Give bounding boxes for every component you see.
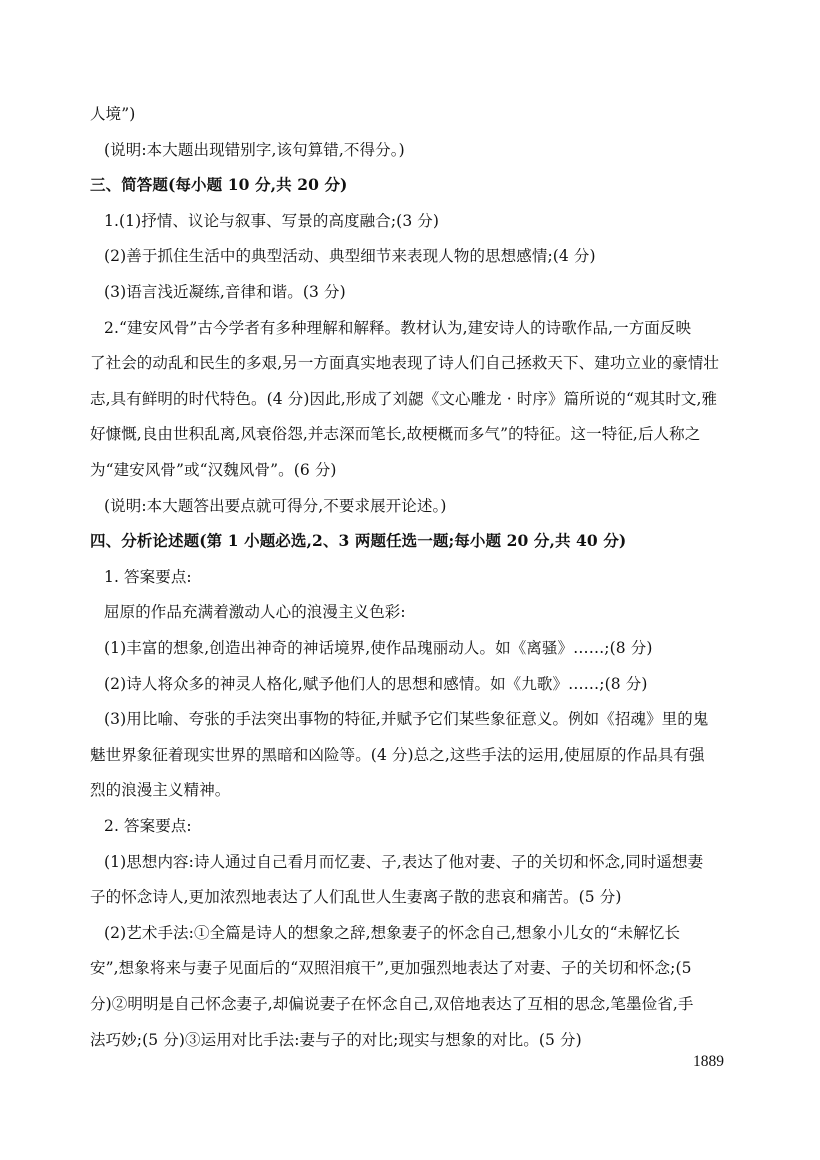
text-line: (2)诗人将众多的神灵人格化,赋予他们人的思想和感情。如《九歌》……;(8 分) <box>104 675 648 693</box>
section-heading: 四、分析论述题(第 1 小题必选,2、3 两题任选一题;每小题 20 分,共 40 分) <box>90 531 627 550</box>
text-line: (1)思想内容:诗人通过自己看月而忆妻、子,表达了他对妻、子的关切和怀念,同时遥想妻 <box>104 853 704 871</box>
note-line: (说明:本大题出现错别字,该句算错,不得分。) <box>104 141 405 159</box>
text-line: 1.(1)抒情、议论与叙事、写景的高度融合;(3 分) <box>104 212 440 230</box>
text-line: (2)艺术手法:①全篇是诗人的想象之辞,想象妻子的怀念自己,想象小儿女的“未解忆长 <box>104 924 681 942</box>
section-heading: 三、简答题(每小题 10 分,共 20 分) <box>90 175 348 194</box>
text-line: 屈原的作品充满着激动人心的浪漫主义色彩: <box>104 603 406 621</box>
text-line: 魅世界象征着现实世界的黑暗和凶险等。(4 分)总之,这些手法的运用,使屈原的作品具有强 <box>90 746 705 764</box>
text-line: 了社会的动乱和民生的多艰,另一方面真实地表现了诗人们自己拯救天下、建功立业的豪情壮 <box>90 354 720 372</box>
text-line: 好慷慨,良由世积乱离,风衰俗怨,并志深而笔长,故梗概而多气”的特征。这一特征,后人称之 <box>90 425 701 443</box>
text-line: 分)②明明是自己怀念妻子,却偏说妻子在怀念自己,双倍地表达了互相的思念,笔墨俭省,手 <box>90 995 694 1013</box>
text-line: (1)丰富的想象,创造出神奇的神话境界,使作品瑰丽动人。如《离骚》……;(8 分) <box>104 639 653 657</box>
text-line: 安”,想象将来与妻子见面后的“双照泪痕干”,更加强烈地表达了对妻、子的关切和怀念;(5 <box>90 959 692 977</box>
text-line: 法巧妙;(5 分)③运用对比手法:妻与子的对比;现实与想象的对比。(5 分) <box>90 1031 582 1049</box>
text-line: 2. 答案要点: <box>104 817 192 835</box>
text-line: (2)善于抓住生活中的典型活动、典型细节来表现人物的思想感情;(4 分) <box>104 247 596 265</box>
text-line: 2.“建安风骨”古今学者有多种理解和解释。教材认为,建安诗人的诗歌作品,一方面反映 <box>104 319 692 337</box>
text-line: 为“建安风骨”或“汉魏风骨”。(6 分) <box>90 461 337 479</box>
text-line: 子的怀念诗人,更加浓烈地表达了人们乱世人生妻离子散的悲哀和痛苦。(5 分) <box>90 888 622 906</box>
text-line: 1. 答案要点: <box>104 568 192 586</box>
text-line: (3)语言浅近凝练,音律和谐。(3 分) <box>104 283 346 301</box>
text-line: 烈的浪漫主义精神。 <box>90 781 231 799</box>
page-number: 1889 <box>693 1053 724 1070</box>
text-line: 志,具有鲜明的时代特色。(4 分)因此,形成了刘勰《文心雕龙 · 时序》篇所说的“观其时文,雅 <box>90 390 718 408</box>
text-line: 人境”) <box>90 105 136 123</box>
text-line: (3)用比喻、夸张的手法突出事物的特征,并赋予它们某些象征意义。例如《招魂》里的鬼 <box>104 710 709 728</box>
note-line: (说明:本大题答出要点就可得分,不要求展开论述。) <box>104 497 447 515</box>
